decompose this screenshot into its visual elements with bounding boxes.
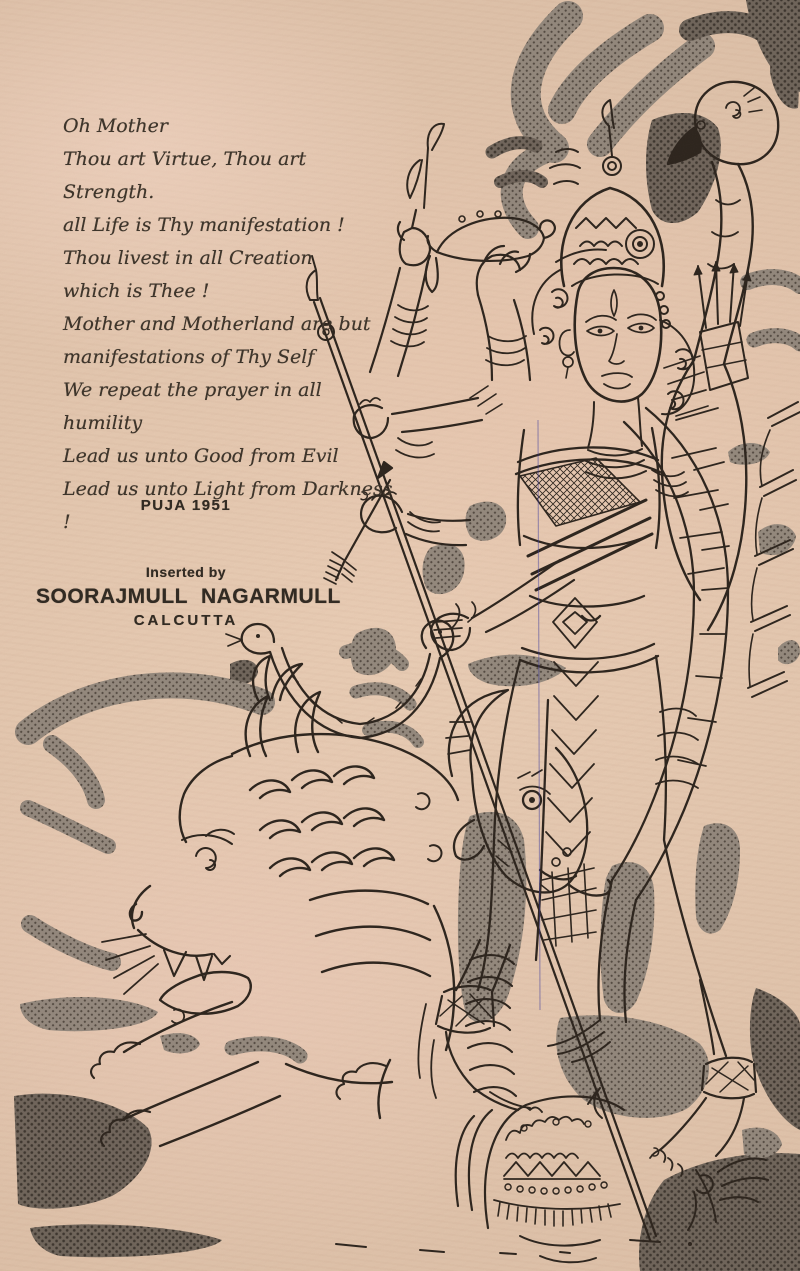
poem-line: We repeat the prayer in all (63, 379, 322, 401)
prayer-poem (63, 110, 403, 539)
poem-line: which is Thee ! (63, 280, 210, 302)
occasion-label: PUJA 1951 (140, 497, 232, 514)
poem-line: Thou art Virtue, Thou art Strength. (63, 148, 307, 203)
advertiser-imprint (36, 497, 341, 629)
poem-line: Mother and Motherland are but (63, 313, 371, 335)
inserted-by-label: Inserted by (145, 564, 227, 580)
poem-line: Lead us unto Good from Evil (63, 445, 339, 467)
poem-line: Lead us unto Light from Darkness ! (63, 478, 393, 533)
poem-line: all Life is Thy manifestation ! (63, 214, 345, 236)
poem-line: Oh Mother (63, 115, 168, 137)
poem-line: manifestations of Thy Self (63, 346, 315, 368)
city-name: CALCUTTA (133, 612, 239, 629)
poem-line: Thou livest in all Creation (63, 247, 313, 269)
company-name: SOORAJMULL NAGARMULL (36, 585, 341, 608)
poem-line: humility (63, 412, 143, 434)
